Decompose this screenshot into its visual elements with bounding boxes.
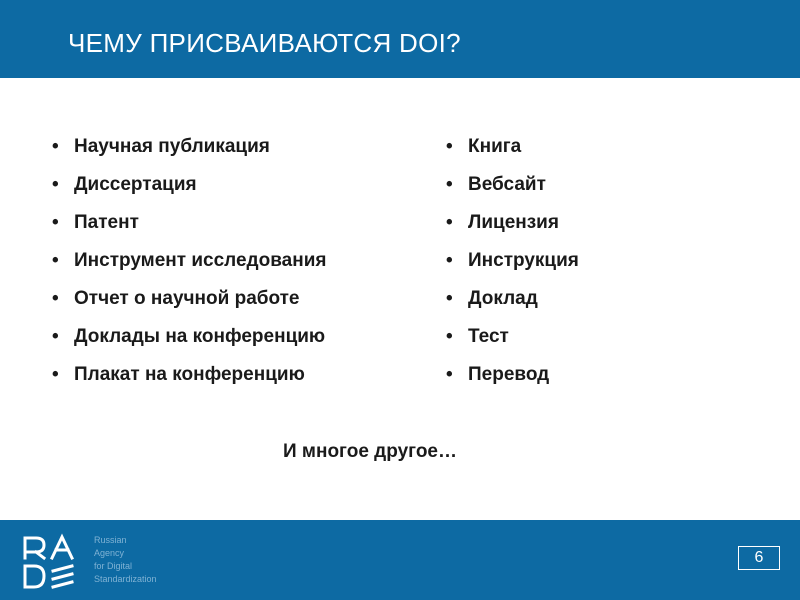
list-item-label: Перевод xyxy=(468,364,550,385)
bullet-icon: • xyxy=(446,326,453,347)
bullet-icon: • xyxy=(446,136,453,157)
bullet-icon: • xyxy=(52,136,59,157)
org-line: for Digital xyxy=(94,561,133,571)
org-line: Standardization xyxy=(94,574,157,584)
list-item-label: Патент xyxy=(74,212,139,233)
page-number: 6 xyxy=(738,546,780,570)
list-item xyxy=(52,166,326,204)
bullet-icon: • xyxy=(52,288,59,309)
bullet-icon: • xyxy=(52,250,59,271)
org-name xyxy=(94,534,157,586)
footer-bar xyxy=(0,520,800,600)
rads-logo-icon xyxy=(22,532,78,592)
list-item xyxy=(52,318,326,356)
list-item xyxy=(52,280,326,318)
right-list xyxy=(446,128,579,394)
bullet-icon: • xyxy=(446,288,453,309)
left-list xyxy=(52,128,326,394)
org-line: Russian xyxy=(94,535,127,545)
list-item-label: Инструмент исследования xyxy=(74,250,327,271)
list-item-label: Доклад xyxy=(468,288,538,309)
bullet-icon: • xyxy=(52,174,59,195)
list-item-label: Отчет о научной работе xyxy=(74,288,300,309)
list-item-label: Научная публикация xyxy=(74,136,270,157)
bullet-icon: • xyxy=(446,212,453,233)
list-item xyxy=(446,242,579,280)
bullet-icon: • xyxy=(52,364,59,385)
more-text: И многое другое… xyxy=(282,441,457,462)
list-item-label: Книга xyxy=(468,136,522,157)
list-item xyxy=(52,204,326,242)
list-item xyxy=(52,356,326,394)
org-line: Agency xyxy=(94,548,125,558)
bullet-icon: • xyxy=(446,250,453,271)
list-item xyxy=(446,166,579,204)
list-item xyxy=(446,280,579,318)
list-item-label: Тест xyxy=(468,326,509,347)
list-item-label: Лицензия xyxy=(468,212,559,233)
bullet-icon: • xyxy=(52,326,59,347)
list-item xyxy=(446,128,579,166)
header-bar xyxy=(0,0,800,78)
list-item xyxy=(446,318,579,356)
list-item xyxy=(446,356,579,394)
list-item-label: Доклады на конференцию xyxy=(74,326,326,347)
list-item xyxy=(52,128,326,166)
bullet-icon: • xyxy=(446,364,453,385)
list-item-label: Плакат на конференцию xyxy=(74,364,305,385)
list-item-label: Инструкция xyxy=(468,250,579,271)
list-item xyxy=(52,242,326,280)
list-item xyxy=(446,204,579,242)
list-item-label: Вебсайт xyxy=(468,174,546,195)
list-item-label: Диссертация xyxy=(74,174,197,195)
bullet-icon: • xyxy=(446,174,453,195)
slide-title: ЧЕМУ ПРИСВАИВАЮТСЯ DOI? xyxy=(68,28,461,58)
bullet-icon: • xyxy=(52,212,59,233)
